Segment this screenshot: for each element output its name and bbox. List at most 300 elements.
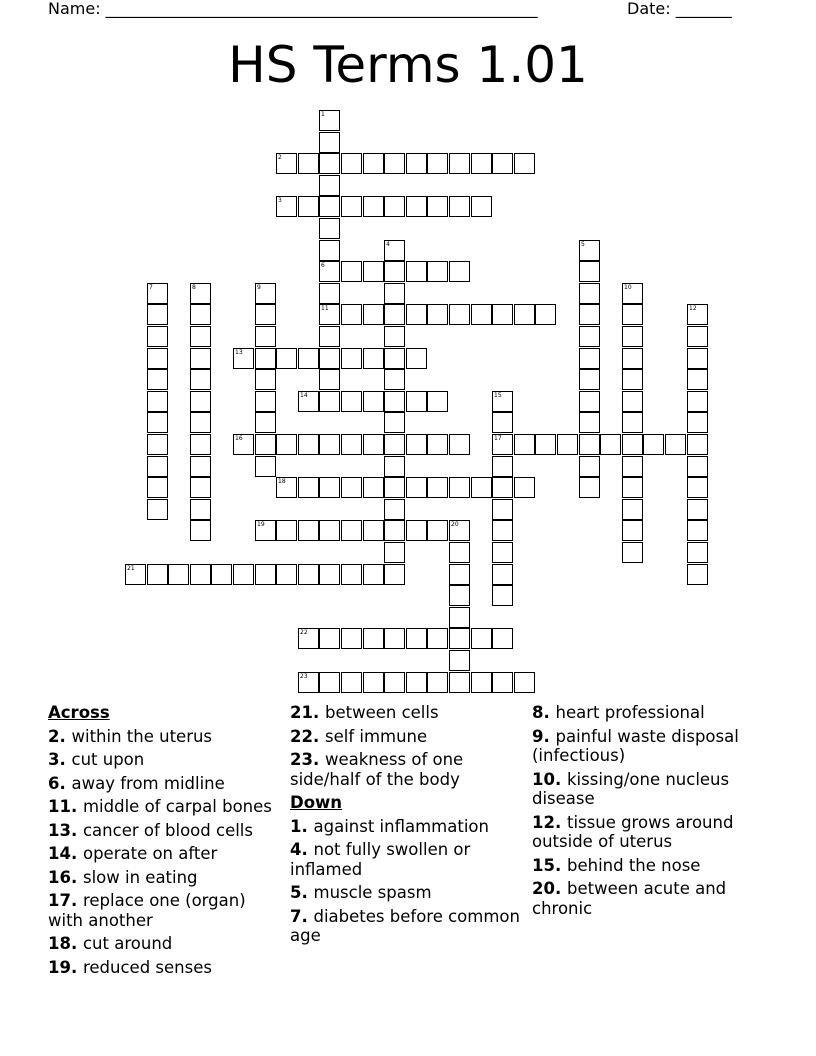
grid-cell[interactable] <box>233 564 254 585</box>
grid-cell[interactable] <box>319 520 340 541</box>
grid-cell[interactable] <box>255 564 276 585</box>
grid-cell[interactable] <box>687 369 708 390</box>
grid-cell[interactable] <box>622 391 643 412</box>
grid-cell[interactable] <box>363 520 384 541</box>
grid-cell[interactable] <box>406 153 427 174</box>
grid-cell[interactable] <box>363 564 384 585</box>
grid-cell[interactable] <box>622 348 643 369</box>
grid-cell[interactable] <box>406 628 427 649</box>
grid-cell[interactable] <box>622 499 643 520</box>
grid-cell[interactable] <box>384 261 405 282</box>
clue-down-9: 9. painful waste disposal (infectious) <box>532 726 739 765</box>
grid-cell[interactable] <box>687 391 708 412</box>
grid-cell[interactable] <box>319 110 340 131</box>
grid-cell[interactable] <box>579 477 600 498</box>
clue-text: between cells <box>324 703 439 722</box>
grid-cell[interactable] <box>557 434 578 455</box>
grid-cell[interactable] <box>427 196 448 217</box>
grid-cell[interactable] <box>298 196 319 217</box>
grid-cell[interactable] <box>190 434 211 455</box>
across-heading: Across <box>48 703 110 722</box>
clue-across-2: 2. within the uterus <box>48 726 213 746</box>
grid-cell[interactable] <box>622 283 643 304</box>
cell-number: 5 <box>581 241 585 248</box>
grid-cell[interactable] <box>427 434 448 455</box>
grid-cell[interactable] <box>341 434 362 455</box>
grid-cell[interactable] <box>492 391 513 412</box>
clue-text: not fully swollen or inflamed <box>290 840 471 879</box>
grid-cell[interactable] <box>319 369 340 390</box>
grid-cell[interactable] <box>276 348 297 369</box>
grid-cell[interactable] <box>319 218 340 239</box>
grid-cell[interactable] <box>147 326 168 347</box>
grid-cell[interactable] <box>363 348 384 369</box>
grid-cell[interactable] <box>665 434 686 455</box>
grid-cell[interactable] <box>687 304 708 325</box>
grid-cell[interactable] <box>319 564 340 585</box>
grid-cell[interactable] <box>190 477 211 498</box>
grid-cell[interactable] <box>471 153 492 174</box>
grid-cell[interactable] <box>384 564 405 585</box>
grid-cell[interactable] <box>384 304 405 325</box>
grid-cell[interactable] <box>579 304 600 325</box>
clue-text: tissue grows around outside of uterus <box>532 812 734 851</box>
grid-cell[interactable] <box>427 304 448 325</box>
grid-cell[interactable] <box>449 261 470 282</box>
grid-cell[interactable] <box>579 283 600 304</box>
grid-cell[interactable] <box>492 456 513 477</box>
grid-cell[interactable] <box>449 304 470 325</box>
grid-cell[interactable] <box>211 564 232 585</box>
grid-cell[interactable] <box>427 477 448 498</box>
grid-cell[interactable] <box>492 499 513 520</box>
clue-number: 4 <box>290 840 302 859</box>
grid-cell[interactable] <box>190 499 211 520</box>
grid-cell[interactable] <box>449 477 470 498</box>
grid-cell[interactable] <box>449 672 470 693</box>
grid-cell[interactable] <box>384 628 405 649</box>
clue-text: cut upon <box>71 750 145 769</box>
grid-cell[interactable] <box>190 412 211 433</box>
grid-cell[interactable] <box>363 628 384 649</box>
grid-cell[interactable] <box>255 348 276 369</box>
grid-cell[interactable] <box>492 564 513 585</box>
grid-cell[interactable] <box>319 391 340 412</box>
clue-text: painful waste disposal (infectious) <box>532 726 739 765</box>
grid-cell[interactable] <box>449 628 470 649</box>
grid-cell[interactable] <box>363 196 384 217</box>
grid-cell[interactable] <box>341 520 362 541</box>
down-heading: Down <box>290 793 343 812</box>
clue-number: 9 <box>532 726 544 746</box>
grid-cell[interactable] <box>427 672 448 693</box>
grid-cell[interactable] <box>319 283 340 304</box>
clues-column-1 <box>48 703 280 981</box>
grid-cell[interactable] <box>427 391 448 412</box>
grid-cell[interactable] <box>687 348 708 369</box>
grid-cell[interactable] <box>298 564 319 585</box>
grid-cell[interactable] <box>255 434 276 455</box>
grid-cell[interactable] <box>190 369 211 390</box>
grid-cell[interactable] <box>579 369 600 390</box>
grid-cell[interactable] <box>449 607 470 628</box>
clue-across-23: 23. weakness of one side/half of the body <box>290 750 464 789</box>
grid-cell[interactable] <box>255 304 276 325</box>
clue-number: 10 <box>532 769 555 789</box>
clue-text: middle of carpal bones <box>82 797 272 816</box>
grid-cell[interactable] <box>190 520 211 541</box>
grid-cell[interactable] <box>384 456 405 477</box>
grid-cell[interactable] <box>363 304 384 325</box>
grid-cell[interactable] <box>579 391 600 412</box>
clue-across-13: 13. cancer of blood cells <box>48 820 253 840</box>
grid-cell[interactable] <box>319 348 340 369</box>
grid-cell[interactable] <box>384 520 405 541</box>
grid-cell[interactable] <box>492 542 513 563</box>
grid-cell[interactable] <box>492 585 513 606</box>
grid-cell[interactable] <box>514 304 535 325</box>
grid-cell[interactable] <box>276 520 297 541</box>
clue-number: 21 <box>290 703 313 722</box>
grid-cell[interactable] <box>492 628 513 649</box>
grid-cell[interactable] <box>233 348 254 369</box>
grid-cell[interactable] <box>471 672 492 693</box>
clue-number: 22 <box>290 726 313 746</box>
grid-cell[interactable] <box>622 520 643 541</box>
grid-cell[interactable] <box>514 672 535 693</box>
grid-cell[interactable] <box>449 650 470 671</box>
grid-cell[interactable] <box>341 391 362 412</box>
grid-cell[interactable] <box>147 456 168 477</box>
clue-text: muscle spasm <box>313 883 432 902</box>
grid-cell[interactable] <box>319 196 340 217</box>
clue-number: 16 <box>48 867 71 887</box>
grid-cell[interactable] <box>687 456 708 477</box>
grid-cell[interactable] <box>406 304 427 325</box>
clue-number: 11 <box>48 797 71 816</box>
grid-cell[interactable] <box>406 520 427 541</box>
grid-cell[interactable] <box>363 153 384 174</box>
clue-across-3: 3. cut upon <box>48 750 145 769</box>
grid-cell[interactable] <box>363 434 384 455</box>
grid-cell[interactable] <box>492 304 513 325</box>
grid-cell[interactable] <box>384 499 405 520</box>
grid-cell[interactable] <box>406 348 427 369</box>
grid-cell[interactable] <box>579 326 600 347</box>
clue-down-7: 7. diabetes before common age <box>290 906 520 945</box>
grid-cell[interactable] <box>341 261 362 282</box>
cell-number: 18 <box>278 478 286 485</box>
grid-cell[interactable] <box>147 283 168 304</box>
grid-cell[interactable] <box>147 304 168 325</box>
grid-cell[interactable] <box>341 564 362 585</box>
grid-cell[interactable] <box>492 434 513 455</box>
cell-number: 1 <box>321 111 325 118</box>
grid-cell[interactable] <box>233 434 254 455</box>
grid-cell[interactable] <box>427 628 448 649</box>
grid-cell[interactable] <box>406 261 427 282</box>
grid-cell[interactable] <box>298 348 319 369</box>
clues-column-3 <box>532 703 764 922</box>
grid-cell[interactable] <box>406 196 427 217</box>
grid-cell[interactable] <box>449 153 470 174</box>
grid-cell[interactable] <box>255 412 276 433</box>
grid-cell[interactable] <box>427 153 448 174</box>
grid-cell[interactable] <box>514 477 535 498</box>
cell-number: 20 <box>451 521 459 528</box>
grid-cell[interactable] <box>147 412 168 433</box>
grid-cell[interactable] <box>276 153 297 174</box>
grid-cell[interactable] <box>622 304 643 325</box>
grid-cell[interactable] <box>384 412 405 433</box>
grid-cell[interactable] <box>298 153 319 174</box>
grid-cell[interactable] <box>276 564 297 585</box>
grid-cell[interactable] <box>449 564 470 585</box>
cell-number: 14 <box>300 392 308 399</box>
page-title: HS Terms 1.01 <box>228 36 588 94</box>
grid-cell[interactable] <box>255 391 276 412</box>
grid-cell[interactable] <box>427 520 448 541</box>
grid-cell[interactable] <box>514 434 535 455</box>
grid-cell[interactable] <box>449 520 470 541</box>
grid-cell[interactable] <box>255 369 276 390</box>
grid-cell[interactable] <box>687 326 708 347</box>
date-field[interactable]: Date: _______ <box>627 0 732 18</box>
grid-cell[interactable] <box>255 456 276 477</box>
cell-number: 21 <box>127 565 135 572</box>
grid-cell[interactable] <box>255 520 276 541</box>
clue-across-16: 16. slow in eating <box>48 867 198 887</box>
grid-cell[interactable] <box>384 434 405 455</box>
grid-cell[interactable] <box>579 240 600 261</box>
grid-cell[interactable] <box>341 304 362 325</box>
clue-text: cancer of blood cells <box>82 820 253 840</box>
grid-cell[interactable] <box>319 304 340 325</box>
clue-number: 6 <box>48 773 60 793</box>
grid-cell[interactable] <box>319 132 340 153</box>
clue-across-14: 14. operate on after <box>48 844 218 863</box>
cell-number: 9 <box>257 284 261 291</box>
cell-number: 11 <box>321 305 329 312</box>
grid-cell[interactable] <box>190 326 211 347</box>
grid-cell[interactable] <box>384 326 405 347</box>
name-field[interactable]: Name: ______________________________________________________ <box>48 0 538 18</box>
clue-number: 18 <box>48 934 71 953</box>
grid-cell[interactable] <box>579 434 600 455</box>
grid-cell[interactable] <box>363 672 384 693</box>
grid-cell[interactable] <box>147 564 168 585</box>
clue-text: slow in eating <box>82 867 198 887</box>
cell-number: 13 <box>235 349 243 356</box>
grid-cell[interactable] <box>535 434 556 455</box>
grid-cell[interactable] <box>492 672 513 693</box>
grid-cell[interactable] <box>319 240 340 261</box>
grid-cell[interactable] <box>168 564 189 585</box>
cell-number: 8 <box>192 284 196 291</box>
grid-cell[interactable] <box>687 520 708 541</box>
clue-down-10: 10. kissing/one nucleus disease <box>532 769 730 808</box>
clue-down-5: 5. muscle spasm <box>290 883 432 902</box>
grid-cell[interactable] <box>341 348 362 369</box>
clue-across-18: 18. cut around <box>48 934 173 953</box>
clue-number: 17 <box>48 891 71 910</box>
grid-cell[interactable] <box>449 196 470 217</box>
grid-cell[interactable] <box>687 412 708 433</box>
grid-cell[interactable] <box>687 499 708 520</box>
grid-cell[interactable] <box>255 283 276 304</box>
grid-cell[interactable] <box>471 196 492 217</box>
grid-cell[interactable] <box>622 434 643 455</box>
grid-cell[interactable] <box>190 348 211 369</box>
grid-cell[interactable] <box>406 391 427 412</box>
grid-cell[interactable] <box>147 434 168 455</box>
grid-cell[interactable] <box>579 261 600 282</box>
clue-down-8: 8. heart professional <box>532 703 705 722</box>
grid-cell[interactable] <box>319 326 340 347</box>
grid-cell[interactable] <box>319 672 340 693</box>
grid-cell[interactable] <box>643 434 664 455</box>
grid-cell[interactable] <box>190 304 211 325</box>
grid-cell[interactable] <box>363 261 384 282</box>
grid-cell[interactable] <box>449 434 470 455</box>
grid-cell[interactable] <box>341 672 362 693</box>
grid-cell[interactable] <box>255 326 276 347</box>
grid-cell[interactable] <box>449 542 470 563</box>
grid-cell[interactable] <box>687 564 708 585</box>
cell-number: 19 <box>257 521 265 528</box>
grid-cell[interactable] <box>384 672 405 693</box>
grid-cell[interactable] <box>384 283 405 304</box>
grid-cell[interactable] <box>622 542 643 563</box>
grid-cell[interactable] <box>276 477 297 498</box>
cell-number: 6 <box>321 262 325 269</box>
clues-column-2 <box>290 703 522 950</box>
grid-cell[interactable] <box>579 456 600 477</box>
grid-cell[interactable] <box>492 153 513 174</box>
grid-cell[interactable] <box>276 196 297 217</box>
grid-cell[interactable] <box>449 585 470 606</box>
clue-down-12: 12. tissue grows around outside of uterus <box>532 812 734 851</box>
clue-number: 13 <box>48 820 71 840</box>
grid-cell[interactable] <box>622 326 643 347</box>
grid-cell[interactable] <box>384 153 405 174</box>
clue-across-11: 11. middle of carpal bones <box>48 797 272 816</box>
grid-cell[interactable] <box>384 477 405 498</box>
clue-text: against inflammation <box>313 816 489 836</box>
grid-cell[interactable] <box>622 477 643 498</box>
grid-cell[interactable] <box>298 477 319 498</box>
clue-number: 19 <box>48 957 71 977</box>
grid-cell[interactable] <box>341 628 362 649</box>
grid-cell[interactable] <box>298 391 319 412</box>
clue-across-17: 17. replace one (organ) with another <box>48 891 246 930</box>
grid-cell[interactable] <box>147 369 168 390</box>
cell-number: 12 <box>689 305 697 312</box>
grid-cell[interactable] <box>471 304 492 325</box>
grid-cell[interactable] <box>147 499 168 520</box>
grid-cell[interactable] <box>384 369 405 390</box>
grid-cell[interactable] <box>622 456 643 477</box>
grid-cell[interactable] <box>535 304 556 325</box>
clue-down-4: 4. not fully swollen or inflamed <box>290 840 471 879</box>
grid-cell[interactable] <box>687 434 708 455</box>
grid-cell[interactable] <box>319 477 340 498</box>
grid-cell[interactable] <box>125 564 146 585</box>
clue-number: 12 <box>532 812 555 832</box>
grid-cell[interactable] <box>471 477 492 498</box>
grid-cell[interactable] <box>406 477 427 498</box>
clue-number: 7 <box>290 906 302 926</box>
grid-cell[interactable] <box>319 153 340 174</box>
grid-cell[interactable] <box>384 348 405 369</box>
grid-cell[interactable] <box>384 391 405 412</box>
grid-cell[interactable] <box>406 434 427 455</box>
clue-text: reduced senses <box>82 957 212 977</box>
grid-cell[interactable] <box>276 434 297 455</box>
cell-number: 17 <box>494 435 502 442</box>
grid-cell[interactable] <box>471 628 492 649</box>
grid-cell[interactable] <box>341 477 362 498</box>
grid-cell[interactable] <box>147 477 168 498</box>
clue-number: 1 <box>290 816 302 836</box>
grid-cell[interactable] <box>298 520 319 541</box>
grid-cell[interactable] <box>492 412 513 433</box>
grid-cell[interactable] <box>319 434 340 455</box>
grid-cell[interactable] <box>319 628 340 649</box>
grid-cell[interactable] <box>190 283 211 304</box>
grid-cell[interactable] <box>298 434 319 455</box>
grid-cell[interactable] <box>363 477 384 498</box>
clue-number: 2 <box>48 726 60 746</box>
grid-cell[interactable] <box>298 628 319 649</box>
cell-number: 3 <box>278 197 282 204</box>
grid-cell[interactable] <box>341 153 362 174</box>
grid-cell[interactable] <box>687 542 708 563</box>
grid-cell[interactable] <box>341 196 362 217</box>
grid-cell[interactable] <box>579 348 600 369</box>
grid-cell[interactable] <box>427 261 448 282</box>
grid-cell[interactable] <box>319 261 340 282</box>
grid-cell[interactable] <box>579 412 600 433</box>
grid-cell[interactable] <box>363 391 384 412</box>
grid-cell[interactable] <box>384 542 405 563</box>
grid-cell[interactable] <box>190 456 211 477</box>
clue-text: kissing/one nucleus disease <box>532 769 730 808</box>
cell-number: 23 <box>300 673 308 680</box>
grid-cell[interactable] <box>384 196 405 217</box>
clue-text: between acute and chronic <box>532 879 727 918</box>
clue-text: within the uterus <box>71 726 213 746</box>
grid-cell[interactable] <box>492 477 513 498</box>
grid-cell[interactable] <box>492 520 513 541</box>
grid-cell[interactable] <box>622 369 643 390</box>
grid-cell[interactable] <box>622 412 643 433</box>
clue-across-6: 6. away from midline <box>48 773 225 793</box>
grid-cell[interactable] <box>687 477 708 498</box>
grid-cell[interactable] <box>298 672 319 693</box>
grid-cell[interactable] <box>514 153 535 174</box>
grid-cell[interactable] <box>190 564 211 585</box>
clue-across-22: 22. self immune <box>290 726 428 746</box>
clue-number: 15 <box>532 855 555 875</box>
grid-cell[interactable] <box>384 240 405 261</box>
grid-cell[interactable] <box>190 391 211 412</box>
grid-cell[interactable] <box>600 434 621 455</box>
grid-cell[interactable] <box>147 348 168 369</box>
grid-cell[interactable] <box>406 672 427 693</box>
grid-cell[interactable] <box>147 391 168 412</box>
grid-cell[interactable] <box>319 175 340 196</box>
